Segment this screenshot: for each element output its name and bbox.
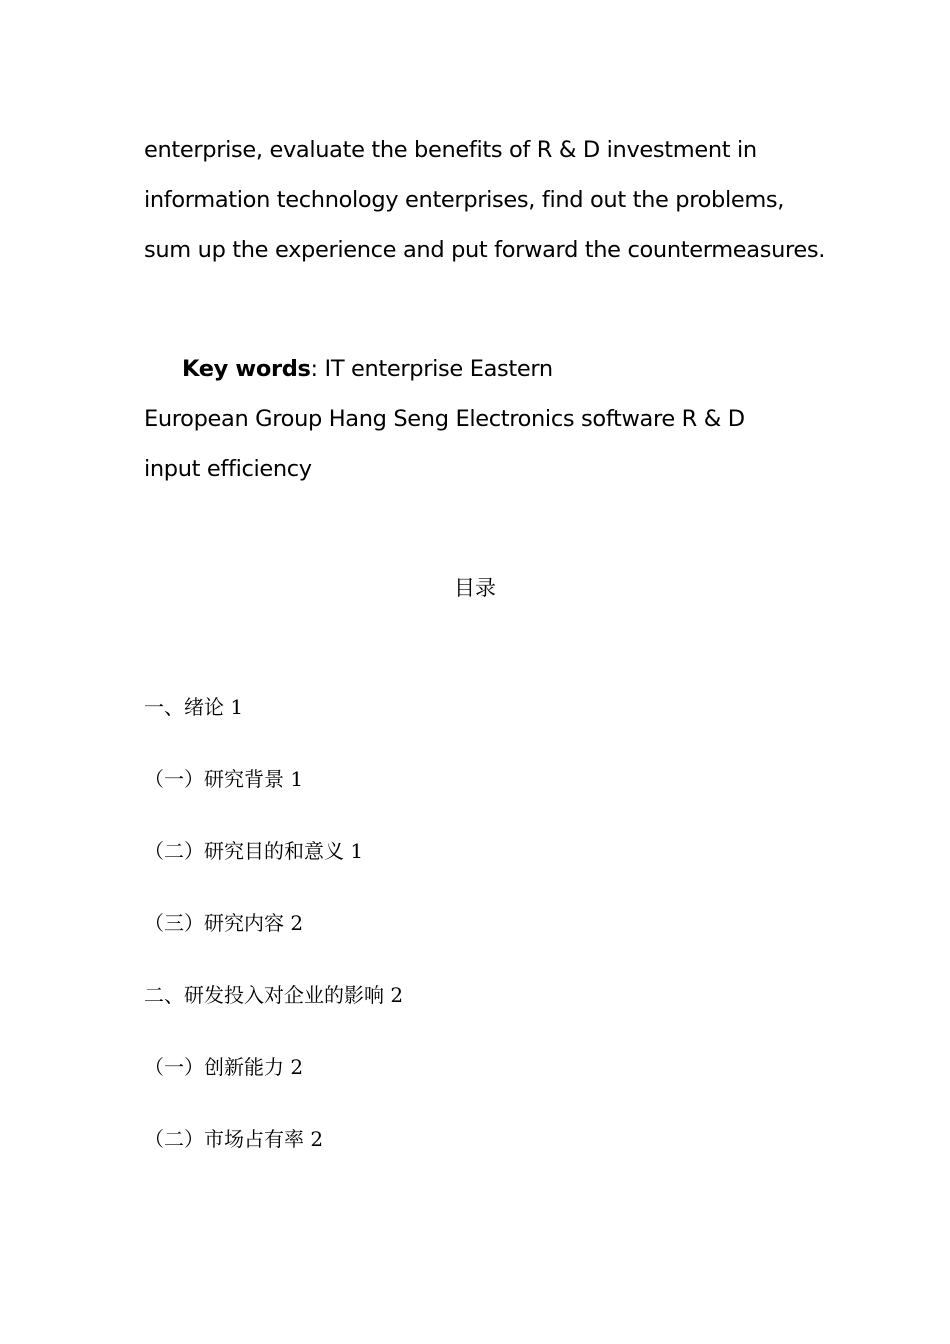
abstract-line: information technology enterprises, find out the problems, [144,187,785,213]
toc-entry: （三）研究内容 2 [144,911,304,935]
keywords-first-line [144,344,844,394]
keywords-label: Key words [182,356,311,382]
keywords-separator: : [310,356,325,382]
abstract-paragraph [144,125,844,275]
toc-entry: （二）市场占有率 2 [144,1127,324,1151]
keywords-paragraph [144,344,844,494]
abstract-line: sum up the experience and put forward the countermeasures. [144,237,826,263]
toc-entry: （一）创新能力 2 [144,1055,304,1079]
toc-entry: （二）研究目的和意义 1 [144,839,364,863]
toc-entry: 二、研发投入对企业的影响 2 [144,983,404,1007]
keywords-text: European Group Hang Seng Electronics software R & D [144,406,745,432]
keywords-text: input efficiency [144,456,312,482]
keywords-text: IT enterprise Eastern [324,356,553,382]
toc-entry: 一、绪论 1 [144,695,244,719]
abstract-line: enterprise, evaluate the benefits of R & D investment in [144,137,757,163]
table-of-contents [144,689,844,1193]
toc-title: 目录 [454,576,496,600]
toc-entry: （一）研究背景 1 [144,767,304,791]
